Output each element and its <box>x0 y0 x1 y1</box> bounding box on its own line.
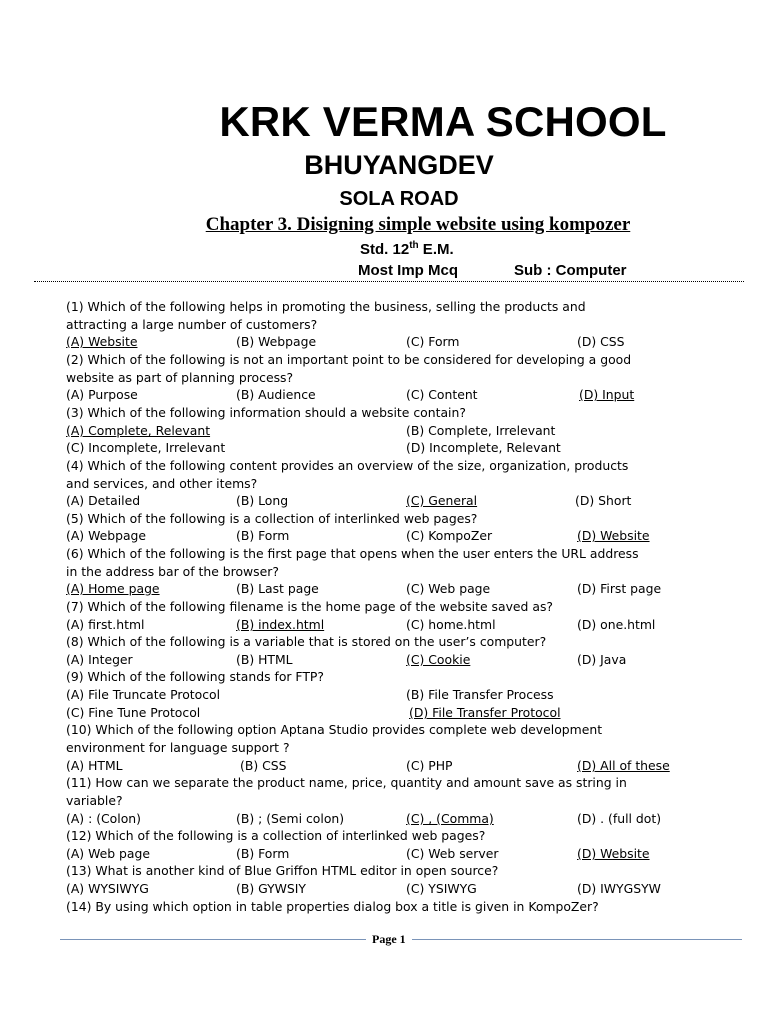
option-c: (C) Web page <box>406 581 491 596</box>
option-c: (C) Form <box>406 334 460 349</box>
option-b: (B) Complete, Irrelevant <box>406 423 556 438</box>
option-c-answer: (C) , (Comma) <box>406 811 494 826</box>
question-text: (9) Which of the following stands for FTP? <box>66 669 324 684</box>
option-a: (A) HTML <box>66 758 123 773</box>
option-c: (C) Web server <box>406 846 499 861</box>
option-a-answer: (A) Website <box>66 334 138 349</box>
question-text: website as part of planning process? <box>66 370 294 385</box>
option-b: (B) HTML <box>236 652 293 667</box>
option-c: (C) YSIWYG <box>406 881 477 896</box>
option-b: (B) ; (Semi colon) <box>236 811 345 826</box>
option-c: (C) Content <box>406 387 478 402</box>
question-text: (1) Which of the following helps in promoting the business, selling the products and <box>66 299 586 314</box>
std-prefix: Std. 12 <box>360 241 410 258</box>
option-a: (A) WYSIWYG <box>66 881 149 896</box>
question-text: attracting a large number of customers? <box>66 317 318 332</box>
option-d: (D) one.html <box>577 617 656 632</box>
dotted-divider <box>34 281 744 282</box>
option-c: (C) PHP <box>406 758 453 773</box>
chapter-title: Chapter 3. Disigning simple website using kompozer <box>205 214 631 235</box>
option-a: (A) Integer <box>66 652 133 667</box>
option-b: (B) Long <box>236 493 289 508</box>
option-c: (C) Incomplete, Irrelevant <box>66 440 226 455</box>
std-suffix: E.M. <box>418 241 454 258</box>
question-text: (5) Which of the following is a collection of interlinked web pages? <box>66 511 478 526</box>
question-text: (3) Which of the following information should a website contain? <box>66 405 466 420</box>
option-d: (D) Short <box>575 493 632 508</box>
question-text: and services, and other items? <box>66 476 258 491</box>
school-name: KRK VERMA SCHOOL <box>219 98 667 145</box>
std-superscript: th <box>409 240 419 251</box>
option-a: (A) File Truncate Protocol <box>66 687 221 702</box>
option-b: (B) GYWSIY <box>236 881 306 896</box>
option-d: (D) IWYGSYW <box>577 881 661 896</box>
option-d-answer: (D) File Transfer Protocol <box>409 705 561 720</box>
option-c: (C) home.html <box>406 617 496 632</box>
option-a-answer: (A) Home page <box>66 581 160 596</box>
option-a: (A) : (Colon) <box>66 811 141 826</box>
option-b: (B) Audience <box>236 387 316 402</box>
option-d-answer: (D) Website <box>577 528 650 543</box>
option-a: (A) Webpage <box>66 528 147 543</box>
option-b: (B) Form <box>236 528 290 543</box>
question-text: (8) Which of the following is a variable that is stored on the user’s computer? <box>66 634 547 649</box>
option-b: (B) File Transfer Process <box>406 687 554 702</box>
option-b: (B) CSS <box>240 758 287 773</box>
subject-label: Sub : Computer <box>514 262 627 279</box>
question-text: (11) How can we separate the product name, price, quantity and amount save as string in <box>66 775 627 790</box>
option-d: (D) First page <box>577 581 662 596</box>
question-text: (13) What is another kind of Blue Griffon HTML editor in open source? <box>66 863 499 878</box>
option-a: (A) first.html <box>66 617 145 632</box>
option-b: (B) Last page <box>236 581 319 596</box>
option-d: (D) Java <box>577 652 627 667</box>
option-d: (D) . (full dot) <box>577 811 662 826</box>
question-text: environment for language support ? <box>66 740 290 755</box>
page-number: Page 1 <box>366 932 412 947</box>
option-c: (C) Fine Tune Protocol <box>66 705 201 720</box>
school-road: SOLA ROAD <box>339 188 459 210</box>
standard-label <box>360 240 454 258</box>
option-a: (A) Purpose <box>66 387 138 402</box>
question-text: (6) Which of the following is the first page that opens when the user enters the URL address <box>66 546 639 561</box>
option-c: (C) KompoZer <box>406 528 493 543</box>
option-d-answer: (D) Input <box>579 387 635 402</box>
question-text: (12) Which of the following is a collection of interlinked web pages? <box>66 828 486 843</box>
option-d-answer: (D) All of these <box>577 758 670 773</box>
option-b: (B) Webpage <box>236 334 317 349</box>
question-text: (10) Which of the following option Aptana Studio provides complete web development <box>66 722 603 737</box>
question-text: variable? <box>66 793 123 808</box>
mcq-label: Most Imp Mcq <box>358 262 458 279</box>
option-d: (D) CSS <box>577 334 625 349</box>
question-text: in the address bar of the browser? <box>66 564 279 579</box>
option-c-answer: (C) General <box>406 493 478 508</box>
option-c-answer: (C) Cookie <box>406 652 471 667</box>
question-text: (14) By using which option in table properties dialog box a title is given in KompoZer? <box>66 899 599 914</box>
option-d-answer: (D) Website <box>577 846 650 861</box>
question-text: (4) Which of the following content provides an overview of the size, organization, products <box>66 458 629 473</box>
option-a-answer: (A) Complete, Relevant <box>66 423 211 438</box>
option-b: (B) Form <box>236 846 290 861</box>
question-text: (7) Which of the following filename is the home page of the website saved as? <box>66 599 553 614</box>
question-text: (2) Which of the following is not an important point to be considered for developing a good <box>66 352 632 367</box>
option-a: (A) Detailed <box>66 493 141 508</box>
option-d: (D) Incomplete, Relevant <box>406 440 561 455</box>
option-a: (A) Web page <box>66 846 150 861</box>
school-location: BHUYANGDEV <box>304 150 494 180</box>
option-b-answer: (B) index.html <box>236 617 325 632</box>
